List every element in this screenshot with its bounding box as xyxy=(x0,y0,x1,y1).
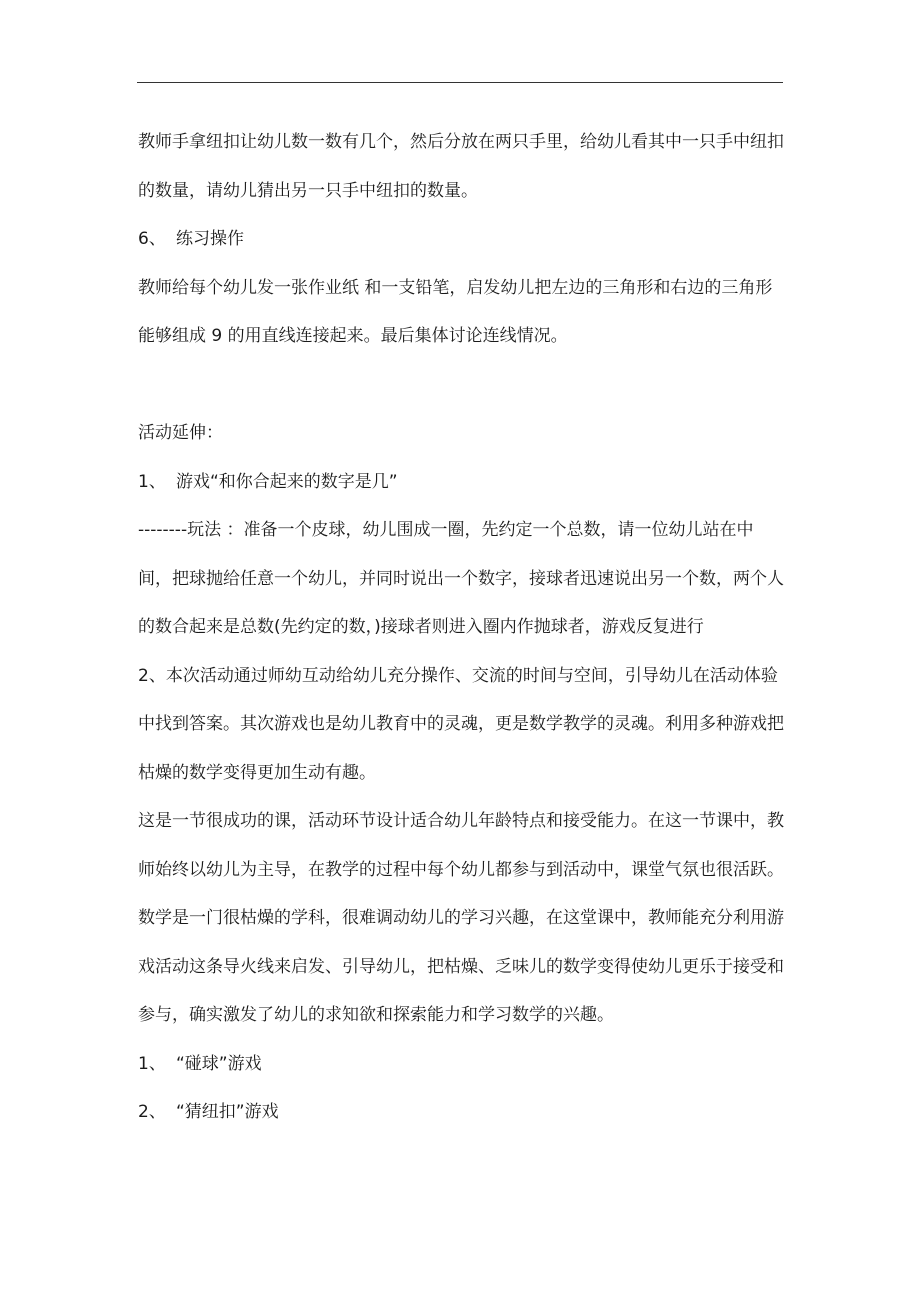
extension-item-1 xyxy=(138,458,786,507)
paragraph-practice: 教师给每个幼儿发一张作业纸 和一支铅笔，启发幼儿把左边的三角形和右边的三角形能够组成 9 的用直线连接起来。最后集体讨论连线情况。 xyxy=(138,277,773,346)
extension-item-1-title: 游戏“和你合起来的数字是几” xyxy=(176,471,398,492)
step-6-heading xyxy=(138,215,786,264)
extension-heading: 活动延伸： xyxy=(138,423,223,443)
step-6-title: 练习操作 xyxy=(176,229,244,249)
extension-item-1-number: 1、 xyxy=(138,471,166,492)
paragraph-extension-2: 2、本次活动通过师幼互动给幼儿充分操作、交流的时间与空间，引导幼儿在活动体验中找到答案。其次游戏也是幼儿教育中的灵魂，更是数学教学的灵魂。利用多种游戏把枯燥的数学变得更加生动有趣。 xyxy=(138,665,784,783)
step-6-number: 6、 xyxy=(138,229,166,249)
game-item-2 xyxy=(138,1088,786,1137)
game-item-1 xyxy=(138,1040,786,1089)
paragraph-play-rules: --------玩法 ：准备一个皮球，幼儿围成一圈，先约定一个总数，请一位幼儿站在中间，把球抛给任意一个幼儿，并同时说出一个数字，接球者迅速说出另一个数，两个人的数合起来是总数(先约定的数，)接球者则进入圈内作抛球者，游戏反复进行 xyxy=(138,520,784,637)
blank-line xyxy=(138,361,786,410)
paragraph-reflection: 这是一节很成功的课，活动环节设计适合幼儿年龄特点和接受能力。在这一节课中，教师始终以幼儿为主导，在教学的过程中每个幼儿都参与到活动中，课堂气氛也很活跃。数学是一门很枯燥的学科，很难调动幼儿的学习兴趣，在这堂课中，教师能充分利用游戏活动这条导火线来启发、引导幼儿，把枯燥、乏味儿的数学变得使幼儿更乐于接受和参与，确实激发了幼儿的求知欲和探索能力和学习数学的兴趣。 xyxy=(138,811,784,1025)
game-item-1-number: 1、 xyxy=(138,1053,166,1074)
game-item-2-title: “猜纽扣”游戏 xyxy=(176,1102,279,1122)
header-rule xyxy=(137,82,783,83)
game-item-2-number: 2、 xyxy=(138,1102,166,1122)
paragraph-guess-buttons: 教师手拿纽扣让幼儿数一数有几个，然后分放在两只手里，给幼儿看其中一只手中纽扣的数量，请幼儿猜出另一只手中纽扣的数量。 xyxy=(138,132,784,201)
document-body xyxy=(138,118,786,1137)
game-item-1-title: “碰球”游戏 xyxy=(176,1053,262,1074)
